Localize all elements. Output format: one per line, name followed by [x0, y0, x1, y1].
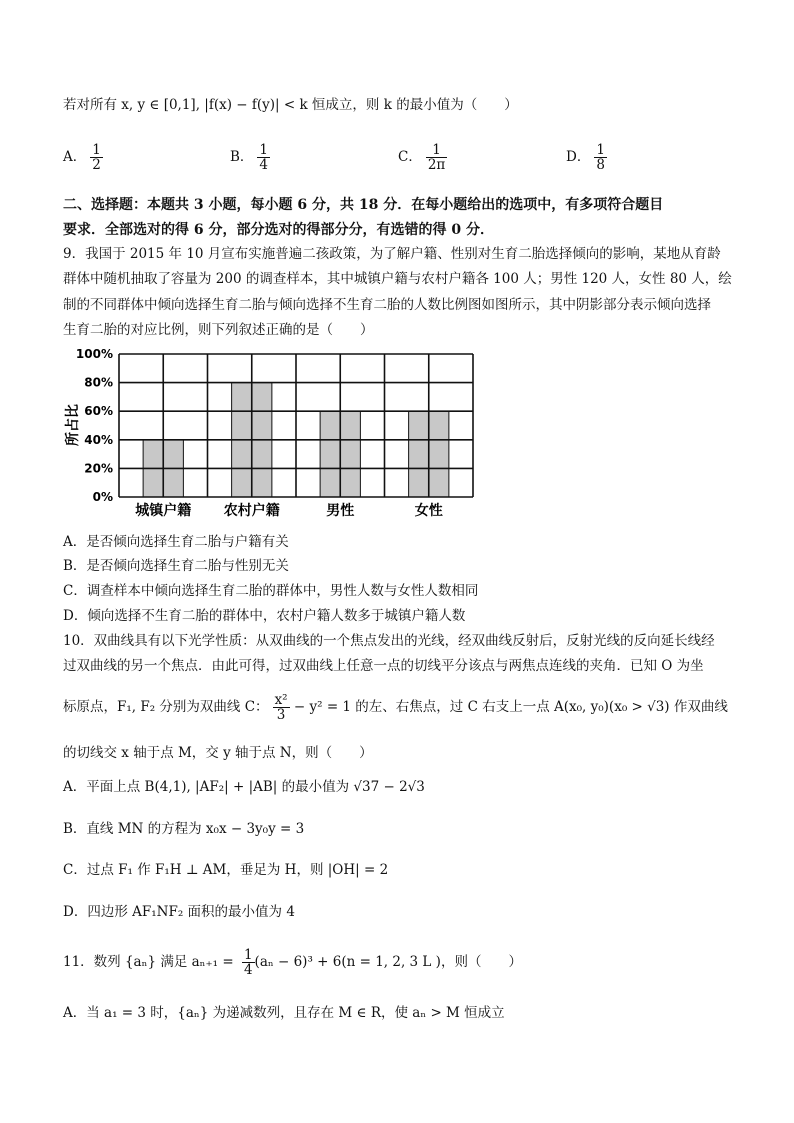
- y-axis-label: 所占比: [65, 404, 81, 446]
- option-label: A．: [63, 149, 87, 165]
- x-category-label: 城镇户籍: [135, 503, 192, 519]
- fraction: $\frac{1}{2\pi}$: [427, 142, 446, 173]
- q9-option-d[interactable]: D．倾向选择不生育二胎的群体中，农村户籍人数多于城镇户籍人数: [63, 608, 466, 624]
- y-tick-label: 40%: [84, 432, 113, 447]
- fraction: $\frac{\text{x²}}{3}$: [274, 692, 288, 723]
- q10-option-d[interactable]: D．四边形 AF₁NF₂ 面积的最小值为 4: [63, 904, 295, 920]
- q11-option-a[interactable]: A．当 a₁ = 3 时，{aₙ} 为递减数列，且存在 M ∈ R，使 aₙ > M 恒成立: [63, 1005, 505, 1021]
- q11-stem: 11．数列 {aₙ} 满足 aₙ₊₁ = $\frac{1}{4}$ (aₙ − 6)³ + 6(n = 1, 2, 3 L )，则（ ）: [63, 947, 522, 978]
- fraction: $\frac{1}{4}$: [243, 947, 253, 978]
- q10-option-b[interactable]: B．直线 MN 的方程为 x₀x − 3y₀y = 3: [63, 821, 305, 837]
- q9-stem-line4: 生育二胎的对应比例，则下列叙述正确的是（ ）: [63, 322, 374, 338]
- q9-stem-line3: 制的不同群体中倾向选择生育二胎与倾向选择不生育二胎的人数比例图如图所示，其中阴影部分表示倾向选择: [63, 297, 711, 313]
- chart-svg: [63, 345, 483, 525]
- section2-heading-line1: 二、选择题：本题共 3 小题，每小题 6 分，共 18 分．在每小题给出的选项中，有多项符合题目: [63, 197, 664, 213]
- q9-stem-line2: 群体中随机抽取了容量为 200 的调查样本，其中城镇户籍与农村户籍各 100 人；男性 120 人，女性 80 人，绘: [63, 271, 732, 287]
- fraction: $\frac{1}{4}$: [259, 142, 269, 173]
- section2-heading-line2: 要求．全部选对的得 6 分，部分选对的得部分分，有选错的得 0 分．: [63, 222, 494, 238]
- q8-stem: 若对所有 x, y ∈ [0,1], |f(x) − f(y)| < k 恒成立，则 k 的最小值为（ ）: [63, 97, 518, 113]
- q10-option-c[interactable]: C．过点 F₁ 作 F₁H ⊥ AM，垂足为 H，则 |OH| = 2: [63, 862, 389, 878]
- x-category-label: 男性: [326, 503, 355, 519]
- q8-option-b[interactable]: [230, 143, 270, 172]
- option-label: C．: [398, 149, 422, 165]
- q10-stem-line4: 的切线交 x 轴于点 M，交 y 轴于点 N，则（ ）: [63, 745, 373, 761]
- q8-option-a[interactable]: [63, 143, 103, 172]
- q9-option-a[interactable]: A．是否倾向选择生育二胎与户籍有关: [63, 534, 289, 550]
- x-category-label: 女性: [414, 503, 443, 519]
- q9-stem-line1: 9．我国于 2015 年 10 月宣布实施普遍二孩政策，为了解户籍、性别对生育二胎选择倾向的影响，某地从育龄: [63, 246, 721, 262]
- y-tick-label: 60%: [84, 404, 113, 419]
- y-tick-label: 80%: [84, 375, 113, 390]
- fraction: $\frac{1}{8}$: [596, 142, 605, 173]
- y-tick-label: 100%: [75, 347, 113, 361]
- fraction: $\frac{1}{2}$: [92, 142, 101, 173]
- option-label: D．: [566, 149, 591, 165]
- q10-stem-line2: 过双曲线的另一个焦点．由此可得，过双曲线上任意一点的切线平分该点与两焦点连线的夹角．已知 O 为坐: [63, 658, 704, 674]
- q10-option-a[interactable]: A．平面上点 B(4,1), |AF₂| + |AB| 的最小值为 √37 − 2√3: [63, 779, 425, 795]
- q8-option-d[interactable]: [566, 143, 607, 172]
- y-tick-label: 20%: [84, 461, 113, 476]
- q8-option-c[interactable]: [398, 143, 447, 172]
- q9-option-c[interactable]: C．调查样本中倾向选择生育二胎的群体中，男性人数与女性人数相同: [63, 583, 479, 599]
- q10-stem-line3: 标原点，F₁, F₂ 分别为双曲线 C： $\frac{\text{x²}}{3}$ − y² = 1 的左、右焦点，过 C 右支上一点 A(x₀, y₀)(x₀ > √3) 作双曲线: [63, 692, 728, 723]
- q10-stem-line1: 10．双曲线具有以下光学性质：从双曲线的一个焦点发出的光线，经双曲线反射后，反射光线的反向延长线经: [63, 633, 715, 649]
- option-label: B．: [230, 149, 254, 165]
- q9-option-b[interactable]: B．是否倾向选择生育二胎与性别无关: [63, 558, 289, 574]
- y-tick-label: 0%: [92, 490, 113, 504]
- bar-chart: [63, 345, 483, 529]
- x-category-label: 农村户籍: [223, 503, 280, 519]
